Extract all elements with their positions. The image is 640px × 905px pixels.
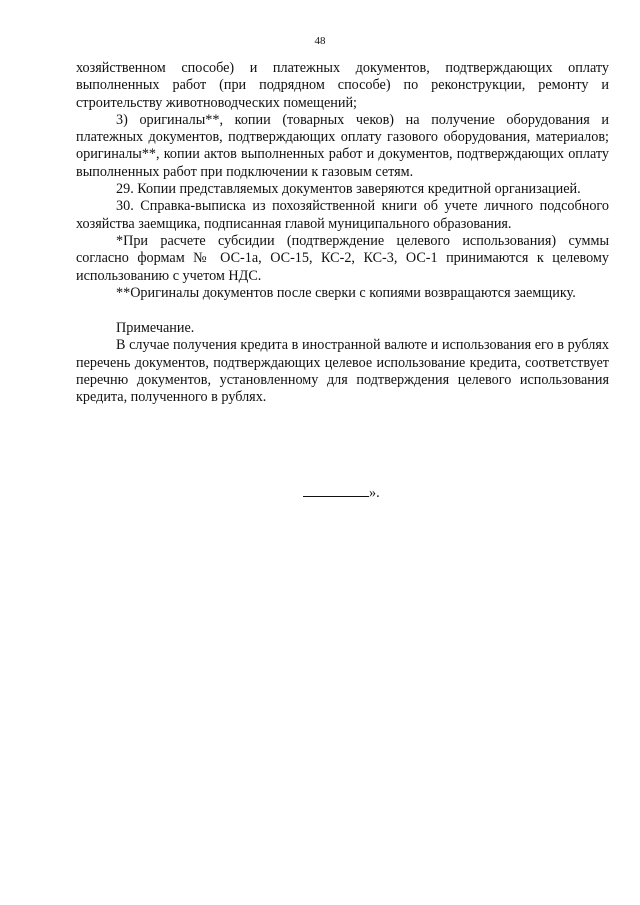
- document-body: [76, 60, 609, 407]
- page-number: 48: [314, 35, 326, 47]
- paragraph-item-3: 3) оригиналы**, копии (товарных чеков) на получение оборудования и платежных документов, подтверждающих оплату газового оборудования, материалов; оригиналы**, копии актов выполненных работ и документов, подтверждающих оплату выполненных работ при подключении к газовым сетям.: [76, 111, 609, 180]
- paragraph-item-29: 29. Копии представляемых документов заверяются кредитной организацией.: [116, 181, 581, 198]
- footnote-originals: **Оригиналы документов после сверки с копиями возвращаются заемщику.: [116, 284, 576, 301]
- blank-underline: [303, 484, 369, 497]
- spacer: [76, 302, 609, 320]
- footnote-vat: *При расчете субсидии (подтверждение целевого использования) суммы согласно формам № ОС-1а, ОС-15, КС-2, КС-3, ОС-1 принимаются к целевому использованию с учетом НДС.: [76, 232, 609, 284]
- note-text: В случае получения кредита в иностранной валюте и использования его в рублях перечень документов, подтверждающих целевое использование кредита, соответствует перечню документов, установленному для подтверждения целевого использования кредита, полученного в рублях.: [76, 337, 609, 406]
- closing-quote: ».: [369, 485, 380, 501]
- closing-line: [303, 484, 380, 502]
- note-heading: Примечание.: [116, 320, 195, 337]
- paragraph-item-30: 30. Справка-выписка из похозяйственной книги об учете личного подсобного хозяйства заемщика, подписанная главой муниципального образования.: [76, 198, 609, 232]
- paragraph-continuation: хозяйственном способе) и платежных документов, подтверждающих оплату выполненных работ (при подрядном способе) по реконструкции, ремонту и строительству животноводческих помещений;: [76, 60, 609, 111]
